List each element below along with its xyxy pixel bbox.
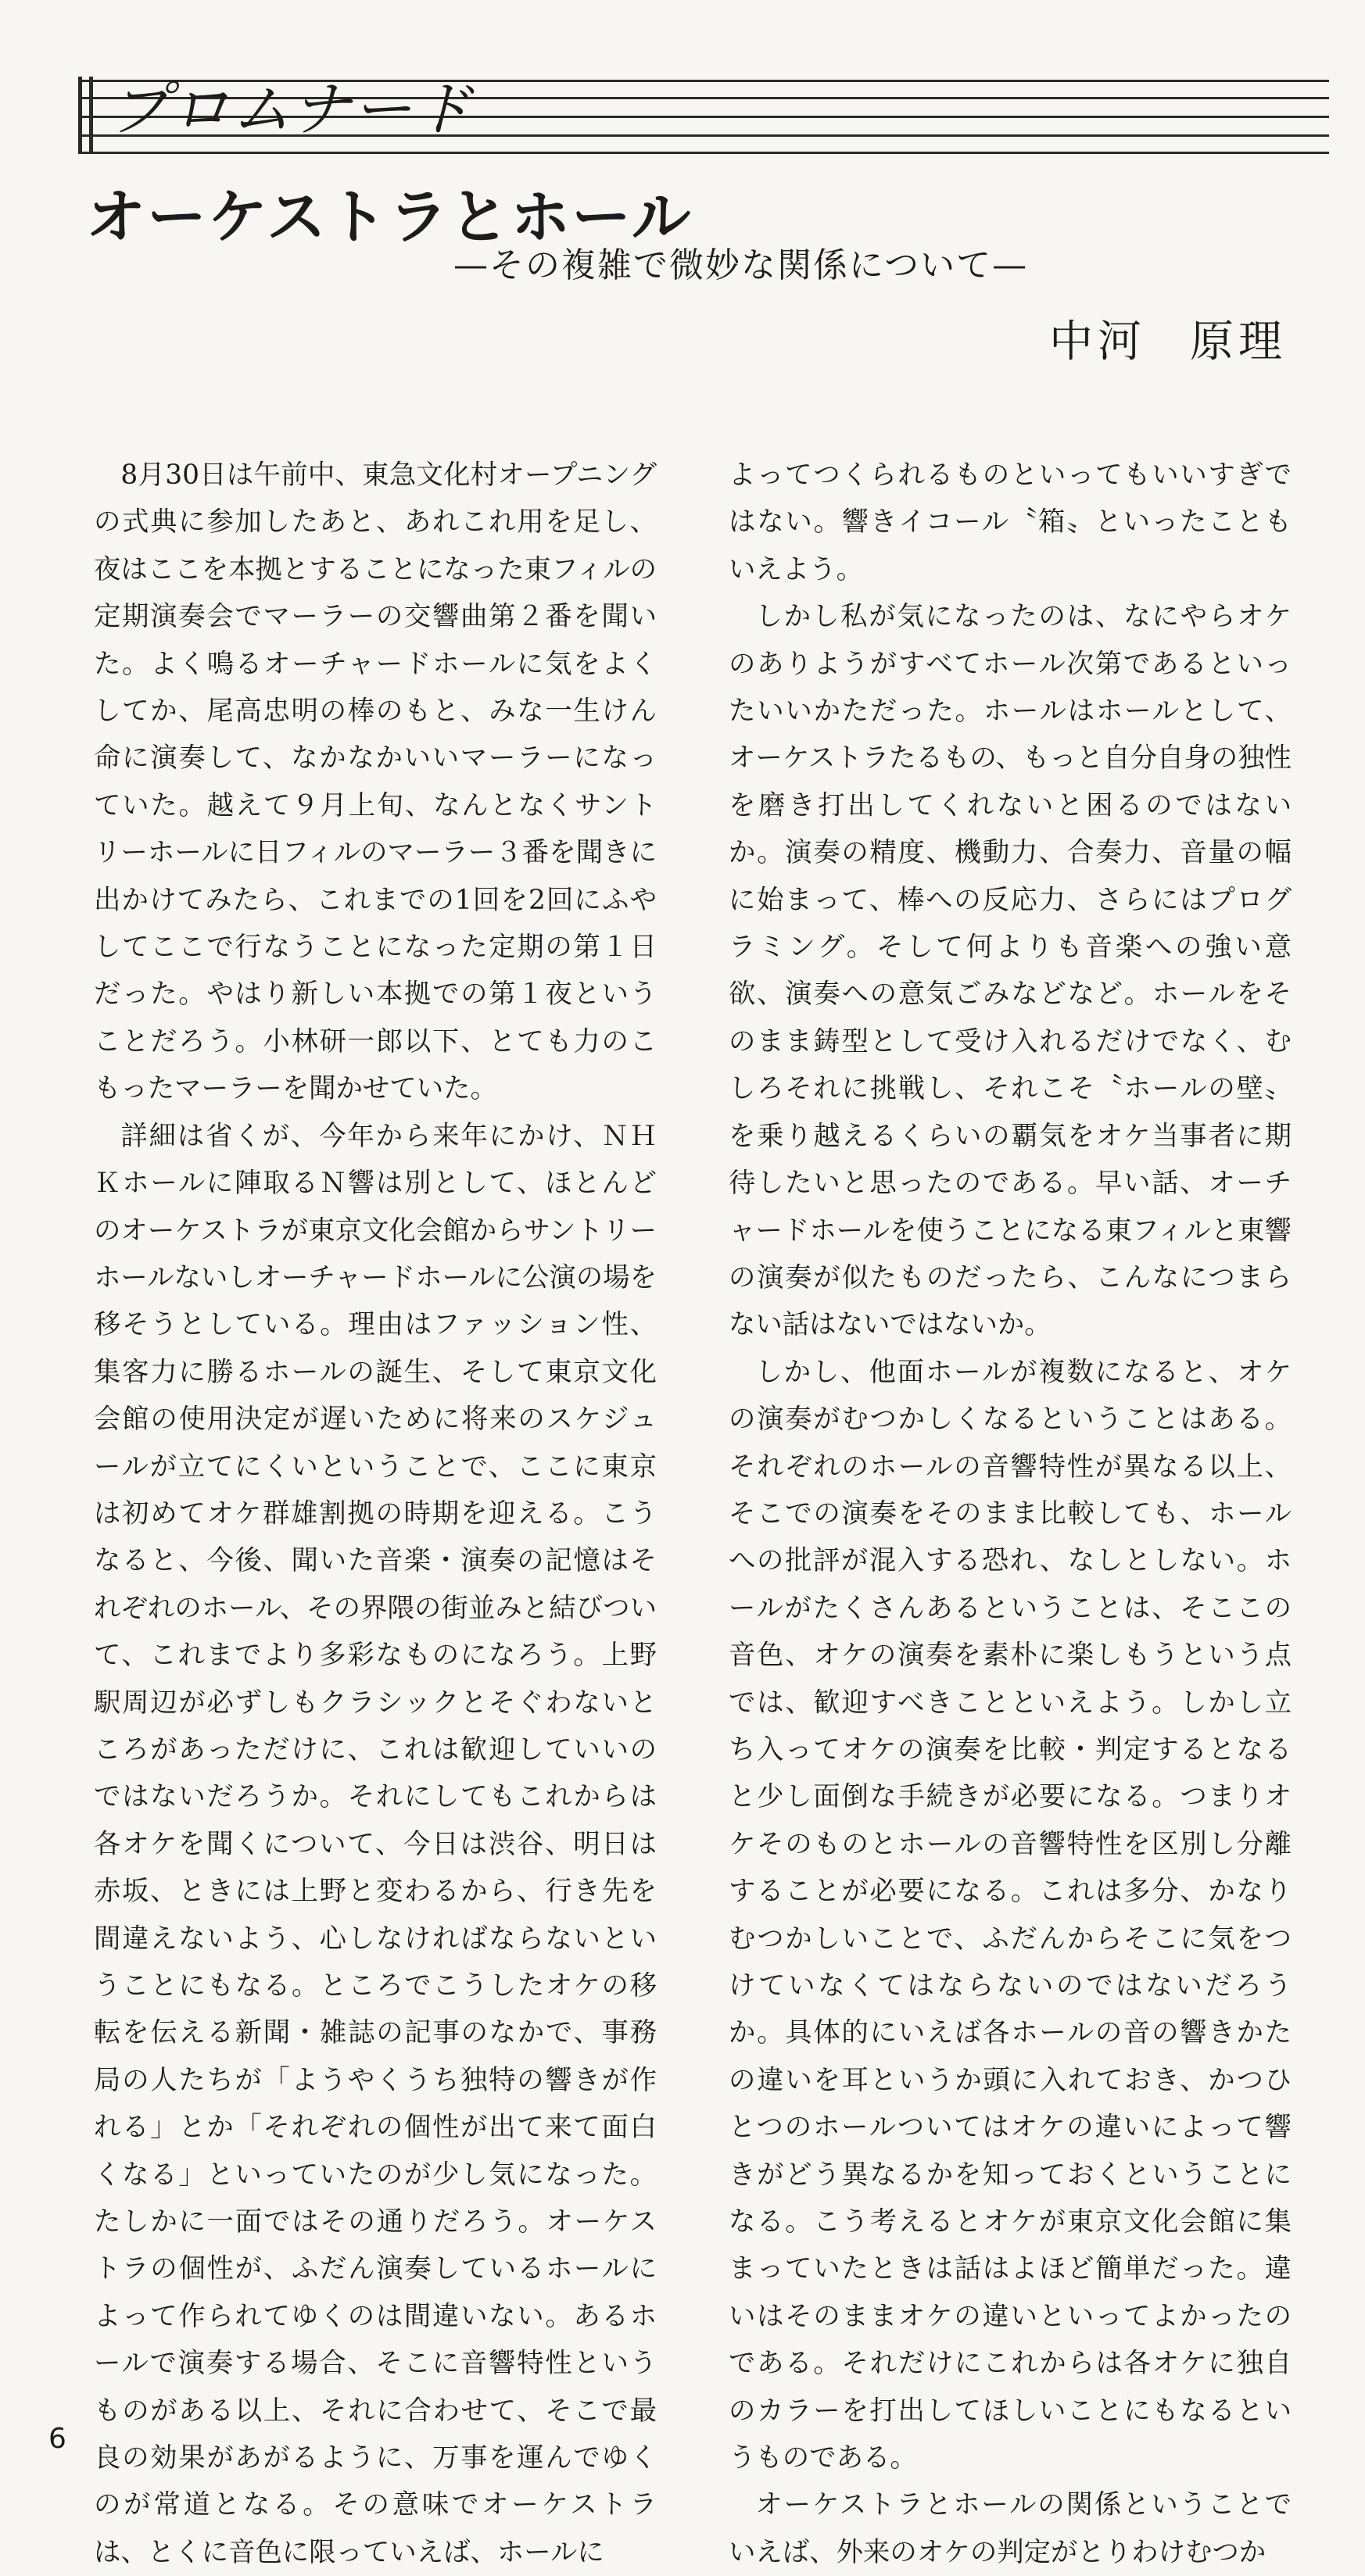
author-name [1049,317,1287,367]
paragraph: よってつくられるものといってもいいすぎではない。響きイコール〝箱〟といったこともいえよう。 [729,460,1292,585]
section-label: プロムナード [109,74,475,144]
author-family-name: 中河 [1049,317,1146,367]
page-number: 6 [48,2423,66,2455]
body-column-left [94,452,657,2568]
staff-barline [78,77,82,153]
section-header [78,69,1329,163]
paragraph: しかし、他面ホールが複数になると、オケの演奏がむつかしくなるということはある。それぞれのホールの音響特性が異なる以上、そこでの演奏をそのまま比較しても、ホールへの批評が混入する恐れ、なしとしない。ホールがたくさんあるということは、そここの音色、オケの演奏を素朴に楽しもうという点では、歓迎すべきことといえよう。しかし立ち入ってオケの演奏を比較・判定するとなると少し面倒な手続きが必要になる。つまりオケそのものとホールの音響特性を区別し分離することが必要になる。これは多分、かなりむつかしいことで、ふだんからそこに気をつけていなくてはならないのではないだろうか。具体的にいえば各ホールの音の響きかたの違いを耳というか頭に入れておき、かつひとつのホールついてはオケの違いによって響きがどう異なるかを知っておくということになる。こう考えるとオケが東京文化会館に集まっていたときは話はよほど簡単だった。違いはそのままオケの違いといってよかったのである。それだけにこれからは各オケに独自のカラーを打出してほしいことにもなるというものである。 [729,1356,1292,2474]
author-given-name: 原理 [1190,317,1287,367]
article-subtitle: —その複雑で微妙な関係について— [453,245,1029,285]
body-column-right [729,452,1292,2568]
paragraph: しかし私が気になったのは、なにやらオケのありようがすべてホール次第であるといったいいかただった。ホールはホールとして、オーケストラたるもの、もっと自分自身の独性を磨き打出してくれないと困るのではないか。演奏の精度、機動力、合奏力、音量の幅に始まって、棒への反応力、さらにはプログラミング。そして何よりも音楽への強い意欲、演奏への意気ごみなどなど。ホールをそのまま鋳型として受け入れるだけでなく、むしろそれに挑戦し、それこそ〝ホールの壁〟を乗り越えるくらいの覇気をオケ当事者に期待したいと思ったのである。早い話、オーチャードホールを使うことになる東フィルと東響の演奏が似たものだったら、こんなにつまらない話はないではないか。 [729,601,1292,1341]
paragraph: 詳細は省くが、今年から来年にかけ、ＮＨＫホールに陣取るＮ響は別として、ほとんどのオーケストラが東京文化会館からサントリーホールないしオーチャードホールに公演の場を移そうとしている。理由はファッション性、集客力に勝るホールの誕生、そして東京文化会館の使用決定が遅いために将来のスケジュールが立てにくいということで、ここに東京は初めてオケ群雄割拠の時期を迎える。こうなると、今後、聞いた音楽・演奏の記憶はそれぞれのホール、その界隈の街並みと結びついて、これまでより多彩なものになろう。上野駅周辺が必ずしもクラシックとそぐわないところがあっただけに、これは歓迎していいのではないだろうか。それにしてもこれからは各オケを聞くについて、今日は渋谷、明日は赤坂、ときには上野と変わるから、行き先を間違えないよう、心しなければならないということにもなる。ところでこうしたオケの移転を伝える新聞・雑誌の記事のなかで、事務局の人たちが「ようやくうち独特の響きが作れる」とか「それぞれの個性が出て来て面白くなる」といっていたのが少し気になった。たしかに一面ではその通りだろう。オーケストラの個性が、ふだん演奏しているホールによって作られてゆくのは間違いない。あるホールで演奏する場合、そこに音響特性というものがある以上、それに合わせて、そこで最良の効果があがるように、万事を運んでゆくのが常道となる。その意味でオーケストラは、とくに音色に限っていえば、ホールに [94,1120,657,2568]
staff-barline [89,77,93,153]
paragraph: 8月30日は午前中、東急文化村オープニングの式典に参加したあと、あれこれ用を足し、夜はここを本拠とすることになった東フィルの定期演奏会でマーラーの交響曲第２番を聞いた。よく鳴るオーチャードホールに気をよくしてか、尾高忠明の棒のもと、みな一生けん命に演奏して、なかなかいいマーラーになっていた。越えて９月上旬、なんとなくサントリーホールに日フィルのマーラー３番を聞きに出かけてみたら、これまでの1回を2回にふやしてここで行なうことになった定期の第１日だった。やはり新しい本拠での第１夜ということだろう。小林研一郎以下、とても力のこもったマーラーを聞かせていた。 [94,460,657,1105]
article-title: オーケストラとホール [86,182,693,252]
staff-line [78,152,1329,154]
paragraph: オーケストラとホールの関係ということでいえば、外来のオケの判定がとりわけむつか [729,2489,1292,2568]
